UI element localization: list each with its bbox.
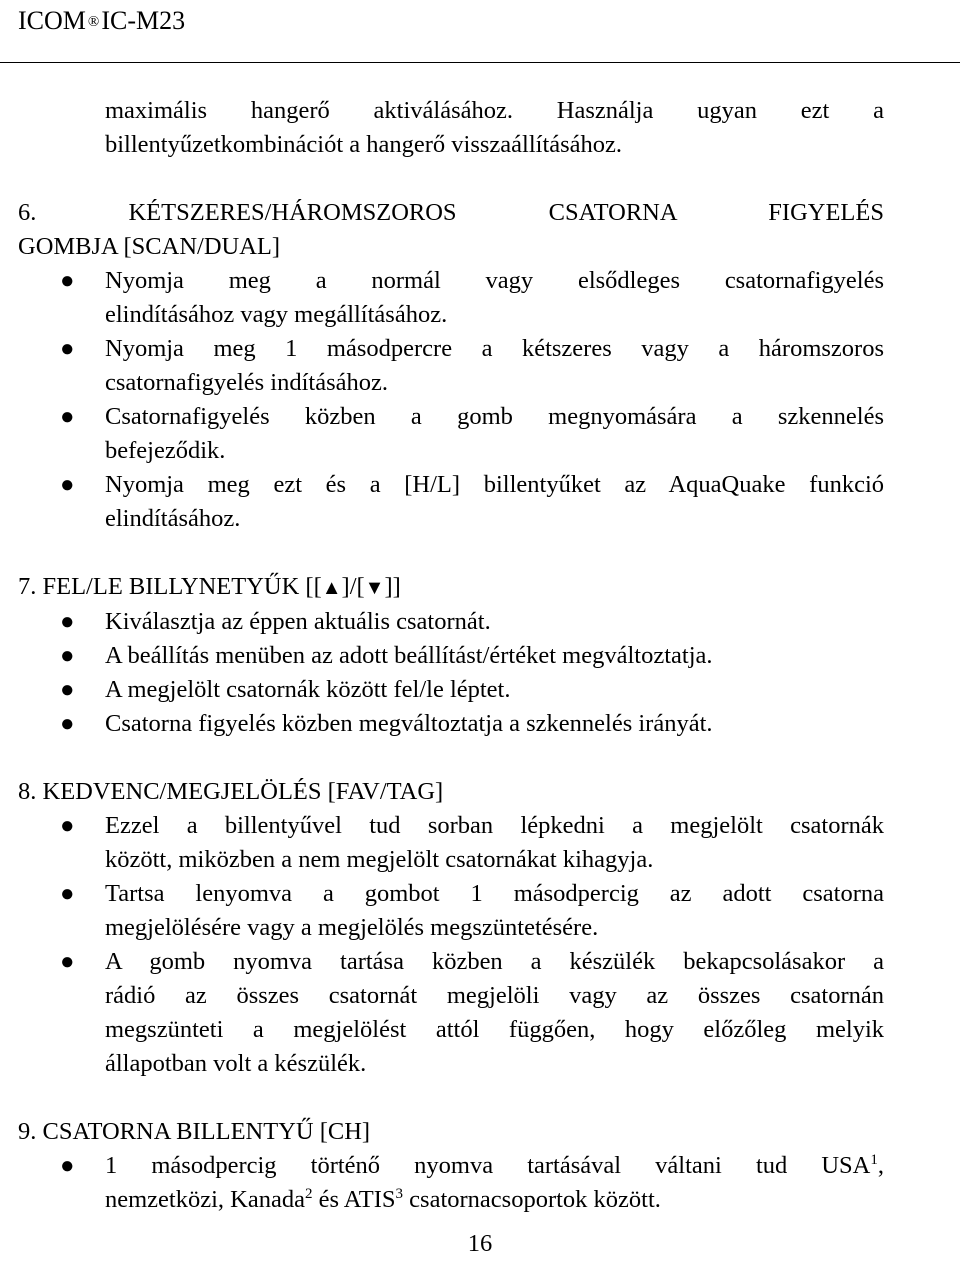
- list-item-line: Nyomja meg ezt és a [H/L] billentyűket az AquaQuake funkció: [105, 471, 884, 498]
- list-item-line: Nyomja meg 1 másodpercre a kétszeres vagy a háromszoros: [105, 335, 884, 362]
- model-name: IC-M23: [101, 6, 186, 35]
- section-6-list: [18, 264, 884, 536]
- list-item-line: [105, 1149, 884, 1183]
- list-item-line: megszünteti a megjelölést attól függően, hogy előzőleg melyik: [105, 1016, 884, 1043]
- closing-text: csatornacsoportok között.: [403, 1186, 661, 1213]
- list-item-line: Ezzel a billentyűvel tud sorban lépkedni a megjelölt csatornák: [105, 812, 884, 839]
- list-item-line: között, miközben a nem megjelölt csatornákat kihagyja.: [105, 846, 654, 873]
- down-triangle-icon: ▼: [364, 577, 385, 599]
- atis-text: és ATIS: [312, 1186, 396, 1213]
- up-triangle-icon: ▲: [321, 577, 342, 599]
- running-header: [18, 4, 185, 38]
- list-item: [18, 605, 884, 639]
- list-item-line: megjelölésére vagy a megjelölés megszüntetésére.: [105, 914, 599, 941]
- list-item: [18, 400, 884, 468]
- bullet-icon: ●: [60, 336, 75, 362]
- bullet-icon: ●: [60, 949, 75, 975]
- list-item: [18, 877, 884, 945]
- list-item-line: elindításához vagy megállításához.: [105, 301, 448, 328]
- list-item: [18, 707, 884, 741]
- list-item-line: állapotban volt a készülék.: [105, 1050, 367, 1077]
- list-item: [18, 809, 884, 877]
- page-body: [18, 94, 884, 1217]
- list-item-line: A gomb nyomva tartása közben a készülék bekapcsolásakor a: [105, 948, 884, 975]
- section-9-list: [18, 1149, 884, 1217]
- list-item: [18, 264, 884, 332]
- footnote-ref-1: 1: [870, 1151, 878, 1168]
- bullet-icon: ●: [60, 268, 75, 294]
- footnote-ref-3: 3: [395, 1185, 404, 1202]
- list-item-line: [105, 1183, 884, 1217]
- list-item-line: Csatornafigyelés közben a gomb megnyomására a szkennelés: [105, 403, 884, 430]
- list-item: [18, 1149, 884, 1217]
- registered-mark: ®: [87, 14, 100, 30]
- bullet-icon: ●: [60, 472, 75, 498]
- bullet-icon: ●: [60, 813, 75, 839]
- section-6-heading: [18, 196, 884, 264]
- intro-line-2: billentyűzetkombinációt a hangerő visszaállításához.: [105, 131, 623, 158]
- section-6-title-line-1: 6. KÉTSZERES/HÁROMSZOROS CSATORNA FIGYELÉS: [18, 199, 884, 226]
- list-item-line: Nyomja meg a normál vagy elsődleges csatornafigyelés: [105, 267, 884, 294]
- list-item-line: A megjelölt csatornák között fel/le léptet.: [105, 676, 511, 703]
- list-item-line: rádió az összes csatornát megjelöli vagy az összes csatornán: [105, 982, 884, 1009]
- intro-paragraph: [18, 94, 884, 162]
- section-9-heading: 9. CSATORNA BILLENTYŰ [CH]: [18, 1118, 371, 1145]
- list-item: [18, 673, 884, 707]
- brand-name: ICOM: [18, 6, 86, 35]
- list-item-line: Kiválasztja az éppen aktuális csatornát.: [105, 608, 491, 635]
- bullet-icon: ●: [60, 677, 75, 703]
- section-8-heading: 8. KEDVENC/MEGJELÖLÉS [FAV/TAG]: [18, 778, 444, 805]
- bullet-icon: ●: [60, 643, 75, 669]
- bullet-icon: ●: [60, 609, 75, 635]
- list-item-line: Tartsa lenyomva a gombot 1 másodpercig az adott csatorna: [105, 880, 884, 907]
- section-7-heading: [18, 570, 884, 605]
- section-8-list: [18, 809, 884, 1081]
- section-7-title-prefix: 7. FEL/LE BILLYNETYŰK [[: [18, 573, 322, 600]
- list-item: [18, 639, 884, 673]
- page-number: 16: [467, 1230, 493, 1257]
- header-divider: [0, 62, 960, 63]
- bullet-icon: ●: [60, 1153, 75, 1179]
- list-item-line: elindításához.: [105, 505, 241, 532]
- section-7-list: [18, 605, 884, 741]
- list-item: [18, 945, 884, 1081]
- bullet-icon: ●: [60, 404, 75, 430]
- footnote-ref-2: 2: [304, 1185, 313, 1202]
- list-item: [18, 468, 884, 536]
- usa-text: 1 másodpercig történő nyomva tartásával váltani tud USA: [105, 1152, 871, 1179]
- list-item-line: csatornafigyelés indításához.: [105, 369, 389, 396]
- list-item-line: A beállítás menüben az adott beállítást/értéket megváltoztatja.: [105, 642, 713, 669]
- section-7-title-suffix: ]]: [384, 573, 401, 600]
- list-item-line: Csatorna figyelés közben megváltoztatja a szkennelés irányát.: [105, 710, 713, 737]
- list-item: [18, 332, 884, 400]
- comma-text: ,: [877, 1152, 884, 1179]
- bullet-icon: ●: [60, 711, 75, 737]
- section-7-title-mid: ]/[: [341, 573, 365, 600]
- section-6-title-line-2: GOMBJA [SCAN/DUAL]: [18, 233, 281, 260]
- bullet-icon: ●: [60, 881, 75, 907]
- list-item-line: befejeződik.: [105, 437, 226, 464]
- kanada-text: nemzetközi, Kanada: [105, 1186, 305, 1213]
- intro-line-1: maximális hangerő aktiválásához. Használja ugyan ezt a: [105, 97, 884, 124]
